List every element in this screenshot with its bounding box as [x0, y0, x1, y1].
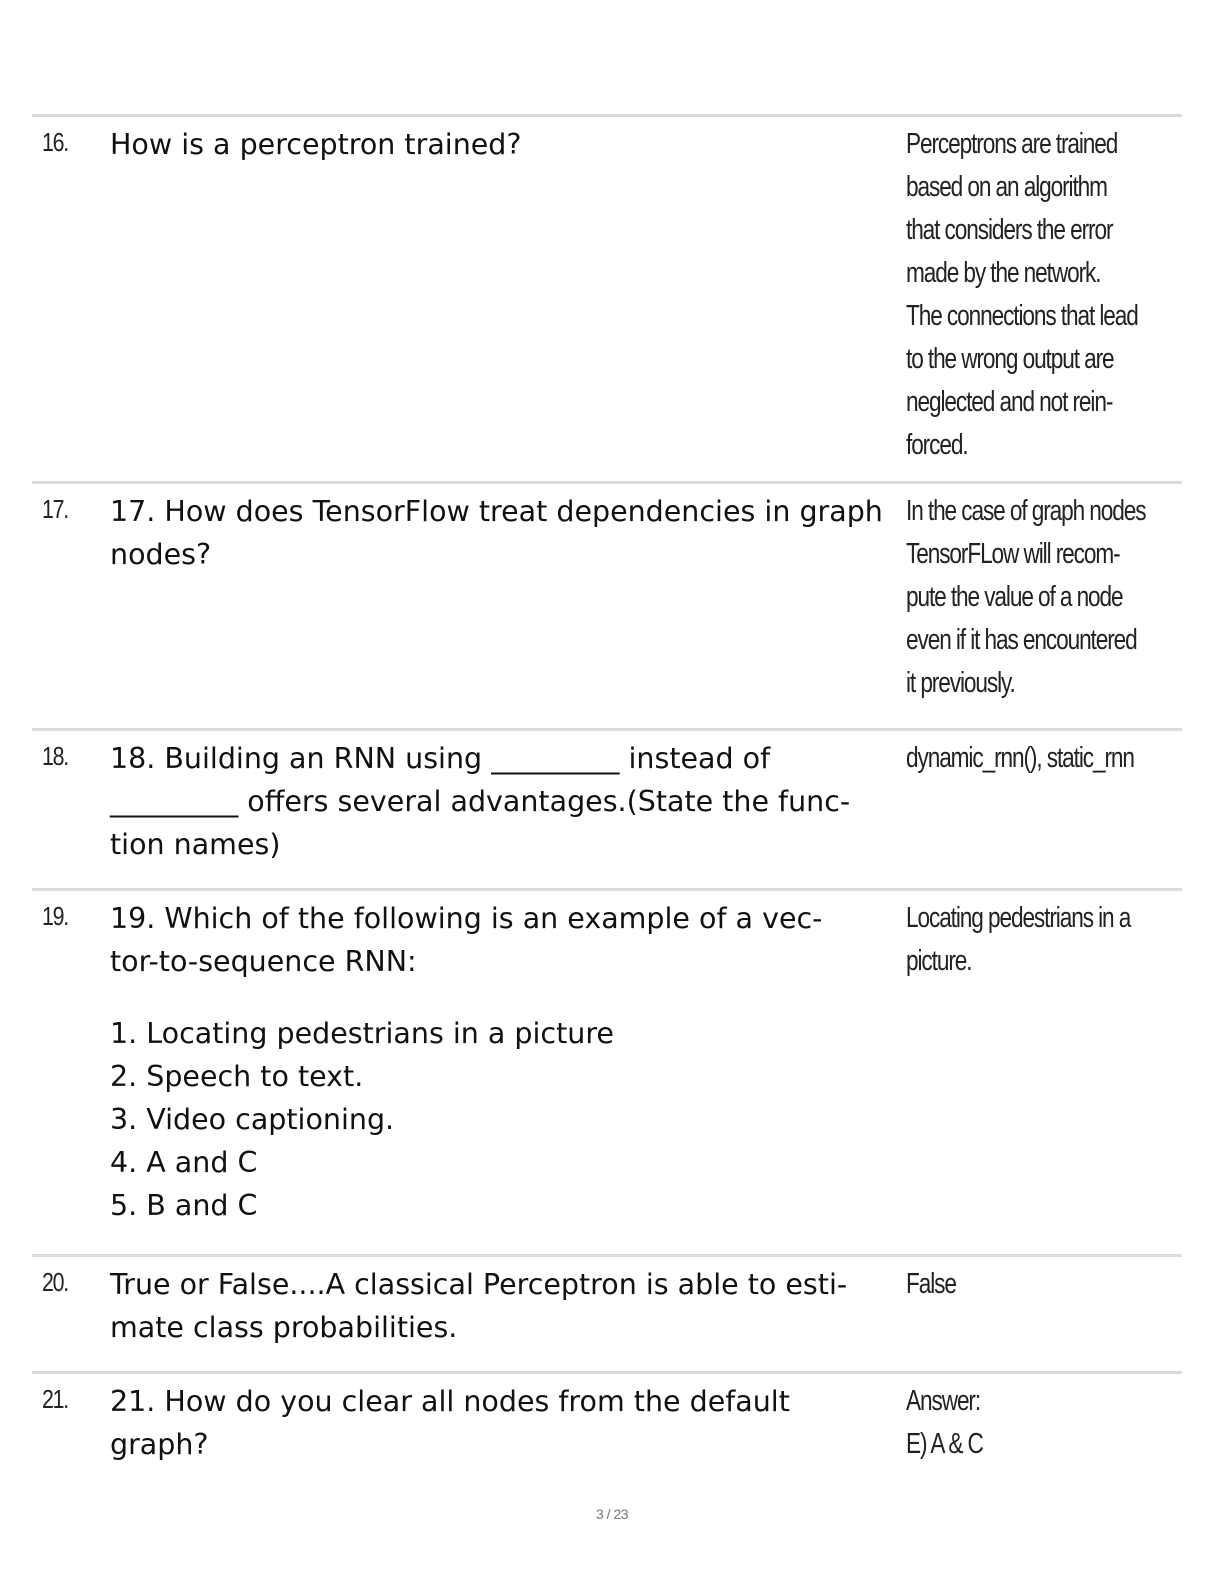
qa-table	[32, 114, 1182, 1481]
question-line: tor-to-sequence RNN:	[110, 945, 417, 978]
table-row	[32, 114, 1182, 481]
table-row	[32, 728, 1182, 888]
table-row	[32, 888, 1182, 1254]
option-item: 2. Speech to text.	[110, 1060, 364, 1093]
answer-line: Locating pedestrians in a	[906, 902, 1131, 934]
answer-line: it previously.	[906, 667, 1015, 699]
answer-text	[906, 490, 1157, 705]
question-text	[110, 897, 900, 1227]
answer-line: Perceptrons are trained	[906, 128, 1118, 160]
question-line: mate class probabilities.	[110, 1311, 458, 1344]
answer-line: made by the network.	[906, 257, 1101, 289]
question-number: 21.	[42, 1384, 68, 1414]
option-item: 1. Locating pedestrians in a picture	[110, 1017, 614, 1050]
answer-line: E) A & C	[906, 1428, 983, 1460]
question-number: 20.	[42, 1267, 68, 1297]
question-text	[110, 490, 900, 576]
answer-line: neglected and not rein-	[906, 386, 1113, 418]
answer-line: forced.	[906, 429, 968, 461]
answer-line: picture.	[906, 945, 972, 977]
answer-line: to the wrong output are	[906, 343, 1114, 375]
question-line: nodes?	[110, 538, 212, 571]
table-row	[32, 1254, 1182, 1371]
question-text	[110, 1263, 900, 1349]
answer-text	[906, 897, 1157, 983]
answer-line: even if it has encountered	[906, 624, 1137, 656]
answer-line: dynamic_rnn(), static_rnn	[906, 742, 1134, 774]
question-line: 19. Which of the following is an example of a vec-	[110, 902, 823, 935]
question-text	[110, 123, 900, 166]
answer-line: that considers the error	[906, 214, 1113, 246]
question-line: tion names)	[110, 828, 281, 861]
question-line: True or False....A classical Perceptron is able to esti-	[110, 1268, 848, 1301]
question-line: graph?	[110, 1428, 209, 1461]
question-line: 17. How does TensorFlow treat dependencies in graph	[110, 495, 883, 528]
option-item: 5. B and C	[110, 1189, 258, 1222]
question-number: 19.	[42, 901, 68, 931]
option-item: 4. A and C	[110, 1146, 258, 1179]
answer-line: pute the value of a node	[906, 581, 1123, 613]
answer-line: False	[906, 1268, 956, 1300]
question-text	[110, 1380, 900, 1466]
table-row	[32, 481, 1182, 728]
answer-line: In the case of graph nodes	[906, 495, 1146, 527]
answer-line: The connections that lead	[906, 300, 1138, 332]
question-line: How is a perceptron trained?	[110, 128, 522, 161]
answer-text	[906, 123, 1157, 467]
answer-text	[906, 1380, 1157, 1466]
question-number: 16.	[42, 127, 68, 157]
answer-text	[906, 1263, 1157, 1306]
options-list	[110, 1012, 900, 1227]
question-number: 17.	[42, 494, 68, 524]
question-line: 21. How do you clear all nodes from the default	[110, 1385, 790, 1418]
question-line: 18. Building an RNN using _________ instead of	[110, 742, 771, 775]
answer-line: TensorFLow will recom-	[906, 538, 1120, 570]
table-row	[32, 1371, 1182, 1481]
question-line: _________ offers several advantages.(State the func-	[110, 785, 851, 818]
page-indicator: 3 / 23	[595, 1506, 629, 1522]
option-item: 3. Video captioning.	[110, 1103, 395, 1136]
answer-text	[906, 737, 1157, 780]
question-number: 18.	[42, 741, 68, 771]
question-text	[110, 737, 900, 866]
answer-line: based on an algorithm	[906, 171, 1107, 203]
answer-line: Answer:	[906, 1385, 981, 1417]
